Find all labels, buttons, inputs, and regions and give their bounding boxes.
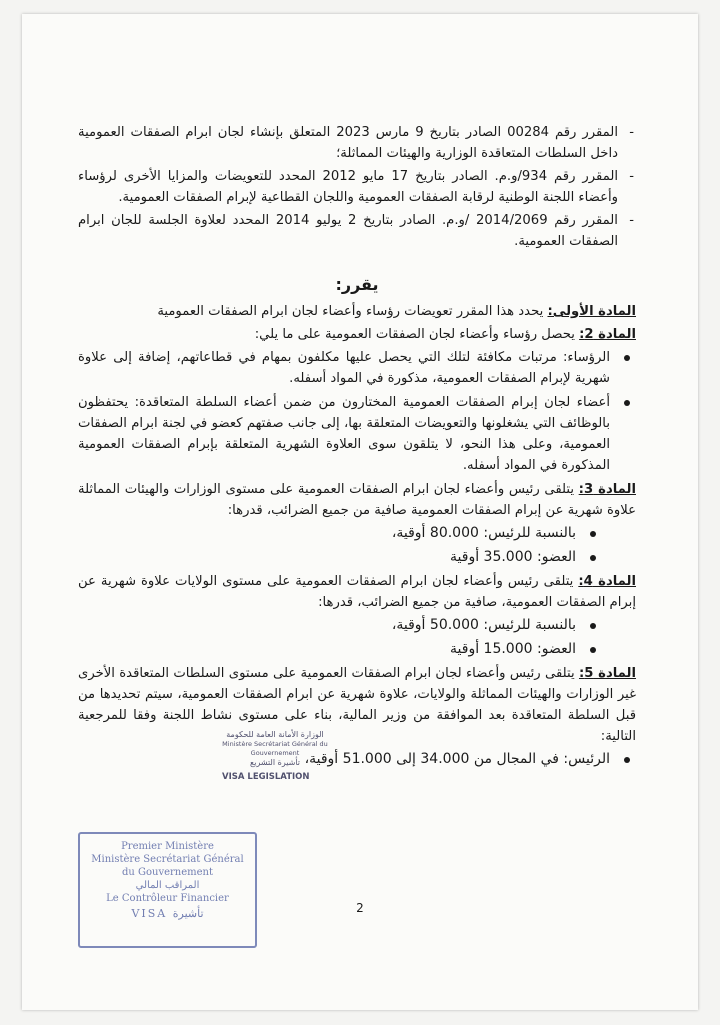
article-3-label: المادة 3: — [578, 482, 636, 497]
reference-item: - المقرر رقم 00284 الصادر بتاريخ 9 مارس 2023 المتعلق بإنشاء لجان ابرام الصفقات العمومية داخل السلطات المتعاقدة الوزارية والهيئات المماثلة؛ — [78, 122, 636, 164]
page-number: 2 — [356, 901, 364, 915]
controller-stamp-line: المراقب المالي — [135, 880, 200, 891]
document-page — [22, 14, 698, 1010]
financial-controller-stamp — [78, 832, 257, 948]
reference-item: - المقرر رقم 934/و.م. الصادر بتاريخ 17 مايو 2012 المحدد للتعويضات والمزايا الأخرى لرؤساء وأعضاء اللجنة الوطنية لرقابة الصفقات العمومية واللجان القطاعية لإبرام الصفقات العمومية. — [78, 166, 636, 208]
list-item: العضو: 35.000 أوقية — [78, 547, 636, 568]
controller-stamp-line: Le Contrôleur Financier — [106, 893, 229, 904]
article-4-label: المادة 4: — [578, 574, 636, 589]
article-1-text: يحدد هذا المقرر تعويضات رؤساء وأعضاء لجان ابرام الصفقات العمومية — [157, 304, 548, 319]
controller-stamp-line: du Gouvernement — [121, 867, 214, 878]
article-5-text: يتلقى رئيس وأعضاء لجان ابرام الصفقات العمومية على مستوى السلطات المتعاقدة الأخرى غير الوزارات والهيئات المماثلة والولايات، علاوة شهرية عن ابرام الصفقات العمومية، سيتم تحديدها من قبل السلطة المتعاقدة بعد الموافقة من وزير المالية، بناء على مستوى نشاط اللجنة وفقا للمرجعية التالية: — [78, 666, 636, 744]
article-3-list — [78, 523, 636, 568]
legislation-stamp-line: تأشيرة التشريع — [249, 758, 301, 767]
references-list — [78, 122, 636, 252]
article-3 — [78, 479, 636, 521]
article-1 — [78, 301, 636, 322]
legislation-stamp-visa: VISA LEGISLATION — [222, 772, 310, 782]
article-2-text: يحصل رؤساء وأعضاء لجان الصفقات العمومية على ما يلي: — [254, 327, 580, 342]
controller-stamp-visa: VISA تأشيرة — [131, 907, 204, 920]
article-4-text: يتلقى رئيس وأعضاء لجان ابرام الصفقات العمومية على مستوى الولايات علاوة شهرية عن إبرام الصفقات العمومية، صافية من جميع الضرائب، قدرها: — [78, 574, 636, 610]
list-item: بالنسبة للرئيس: 80.000 أوقية، — [78, 523, 636, 544]
legislation-stamp-line: الوزارة الأمانة العامة للحكومة — [226, 730, 324, 739]
article-5-list — [78, 749, 636, 770]
article-1-label: المادة الأولى: — [547, 304, 636, 319]
list-item: العضو: 15.000 أوقية — [78, 639, 636, 660]
list-item: الرؤساء: مرتبات مكافئة لتلك التي يحصل عليها مكلفون بمهام في قطاعاتهم، إضافة إلى علاوة شهرية لإبرام الصفقات العمومية، مذكورة في المواد أسفله. — [78, 347, 636, 389]
document-body — [78, 122, 636, 773]
article-4-list — [78, 615, 636, 660]
article-5 — [78, 663, 636, 747]
legislation-stamp-line: Ministère Secrétariat Général du Gouvernement — [222, 740, 328, 757]
article-2-list — [78, 347, 636, 476]
decides-heading: يقرر: — [335, 275, 379, 294]
controller-stamp-line: Premier Ministère — [121, 841, 214, 852]
article-3-text: يتلقى رئيس وأعضاء لجان ابرام الصفقات العمومية على مستوى الوزارات والهيئات المماثلة علاوة شهرية عن إبرام الصفقات العمومية صافية من جميع الضرائب، قدرها: — [78, 482, 636, 518]
reference-item: - المقرر رقم 2014/2069 /و.م. الصادر بتاريخ 2 يوليو 2014 المحدد لعلاوة الجلسة للجان ابرام الصفقات العمومية. — [78, 210, 636, 252]
article-5-label: المادة 5: — [578, 666, 636, 681]
list-item: أعضاء لجان إبرام الصفقات العمومية المختارون من ضمن أعضاء السلطة المتعاقدة: يحتفظون بالوظائف التي يشغلونها والتعويضات المتعلقة بها، إلى جانب صفتهم كعضو في لجنة ابرام الصفقات العمومية، وعلى هذا النحو، لا يتلقون سوى العلاوة الشهرية المتعلقة بإبرام الصفقات العمومية المذكورة في المواد أسفله. — [78, 392, 636, 476]
article-2 — [78, 324, 636, 345]
controller-stamp-line: Ministère Secrétariat Général — [91, 854, 244, 865]
article-4 — [78, 571, 636, 613]
legislation-stamp — [200, 730, 350, 783]
list-item: بالنسبة للرئيس: 50.000 أوقية، — [78, 615, 636, 636]
article-2-label: المادة 2: — [579, 327, 636, 342]
list-item: الرئيس: في المجال من 34.000 إلى 51.000 أوقية، — [78, 749, 636, 770]
